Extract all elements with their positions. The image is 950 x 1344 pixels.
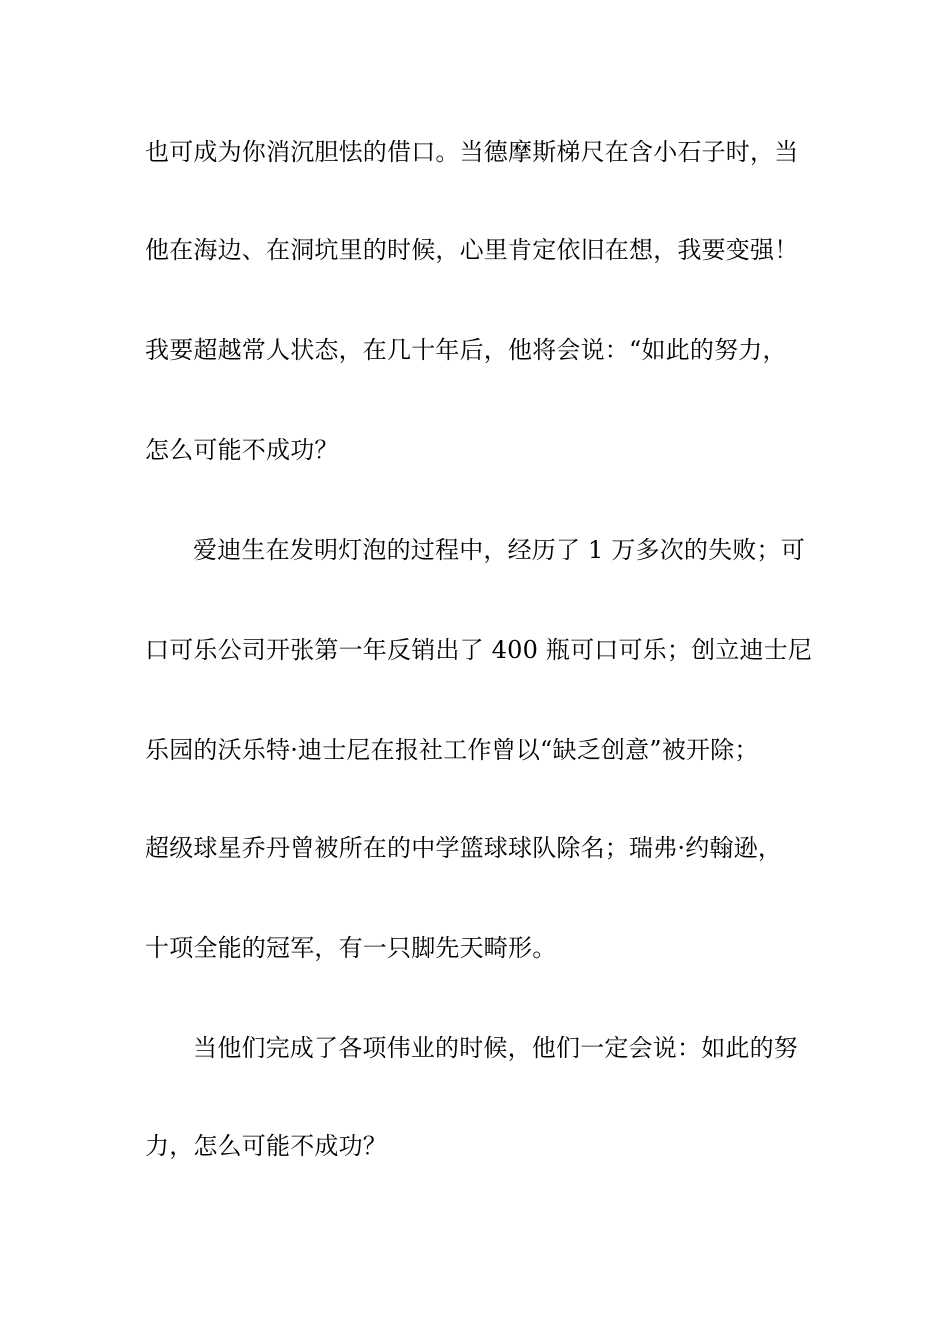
text-line: 怎么可能不成功？ xyxy=(145,436,339,464)
text-line: 也可成为你消沉胆怯的借口。当德摩斯梯尺在含小石子时，当 xyxy=(145,138,799,166)
text-line: 我要超越常人状态，在几十年后，他将会说：“如此的努力， xyxy=(145,336,787,364)
text-line: 他在海边、在洞坑里的时候，心里肯定依旧在想，我要变强！ xyxy=(145,236,799,264)
text-line: 超级球星乔丹曾被所在的中学篮球球队除名；瑞弗·约翰逊， xyxy=(145,834,783,862)
text-line: 当他们完成了各项伟业的时候，他们一定会说：如此的努 xyxy=(193,1034,798,1062)
text-line: 十项全能的冠军，有一只脚先天畸形。 xyxy=(145,934,557,962)
text-line: 力，怎么可能不成功？ xyxy=(145,1132,387,1160)
text-line: 乐园的沃乐特·迪士尼在报社工作曾以“缺乏创意”被开除； xyxy=(145,736,759,764)
text-line: 爱迪生在发明灯泡的过程中，经历了 1 万多次的失败；可 xyxy=(193,536,805,564)
text-line: 口可乐公司开张第一年反销出了 400 瓶可口可乐；创立迪士尼 xyxy=(145,636,813,664)
